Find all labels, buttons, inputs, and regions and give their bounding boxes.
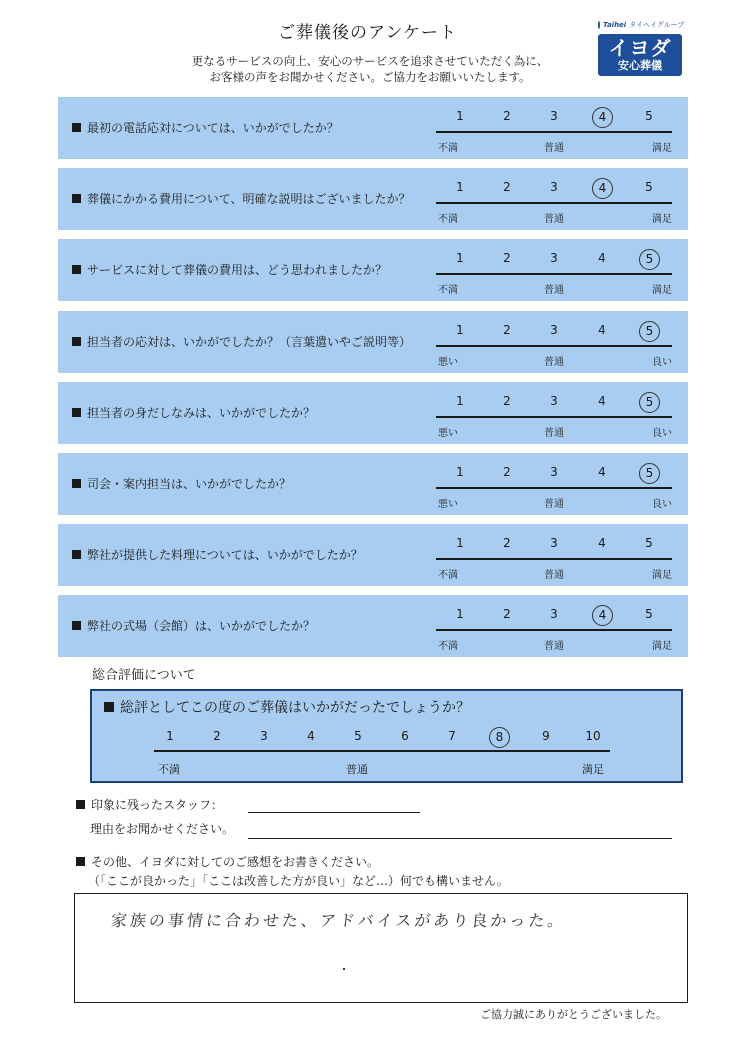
overall-rating-option[interactable]: 10 xyxy=(585,729,601,743)
intro-text: 更なるサービスの向上、安心のサービスを追求させていただく為に、 お客様の声をお聞かせください。ご協力をお願いいたします。 xyxy=(191,54,549,84)
rating-option[interactable]: 2 xyxy=(503,607,511,621)
rating-option[interactable]: 1 xyxy=(456,394,464,408)
scale-label-mid: 普通 xyxy=(544,214,564,225)
bullet-square-icon xyxy=(72,194,81,203)
rating-option[interactable]: 5 xyxy=(639,321,660,342)
rating-option[interactable]: 3 xyxy=(550,394,558,408)
rating-scale xyxy=(436,239,672,301)
comment-box[interactable] xyxy=(74,893,688,1003)
other-note: （「ここが良かった」「ここは改善した方が良い」など…）何でも構いません。 xyxy=(88,874,509,888)
scale-label-low: 不満 xyxy=(438,641,458,652)
bullet-square-icon xyxy=(72,265,81,274)
overall-rating-option[interactable]: 8 xyxy=(489,727,510,748)
scale-line xyxy=(436,487,672,489)
rating-option[interactable]: 4 xyxy=(598,251,606,265)
rating-option[interactable]: 3 xyxy=(550,465,558,479)
brand-logo xyxy=(598,20,685,76)
rating-option[interactable]: 3 xyxy=(550,109,558,123)
rating-option[interactable]: 2 xyxy=(503,465,511,479)
rating-option[interactable]: 2 xyxy=(503,536,511,550)
bullet-square-icon xyxy=(104,702,114,712)
scale-line xyxy=(436,273,672,275)
scale-line xyxy=(436,629,672,631)
overall-rating-option[interactable]: 5 xyxy=(354,729,362,743)
overall-scale-label-mid: 普通 xyxy=(346,763,368,776)
question-row xyxy=(58,311,688,373)
rating-option[interactable]: 5 xyxy=(645,607,653,621)
reason-answer-line[interactable] xyxy=(248,838,672,839)
bullet-square-icon xyxy=(72,621,81,630)
bullet-square-icon xyxy=(72,123,81,132)
bullet-square-icon xyxy=(72,337,81,346)
overall-rating-option[interactable]: 3 xyxy=(260,729,268,743)
rating-option[interactable]: 1 xyxy=(456,536,464,550)
rating-option[interactable]: 1 xyxy=(456,251,464,265)
scale-label-low: 悪い xyxy=(438,357,458,368)
scale-label-mid: 普通 xyxy=(544,143,564,154)
scale-label-high: 良い xyxy=(652,499,672,510)
question-text: 弊社が提供した料理については、いかがでしたか？ xyxy=(72,546,363,563)
scale-line xyxy=(436,416,672,418)
question-row xyxy=(58,595,688,657)
other-question: その他、イヨダに対してのご感想をお書きください。 xyxy=(76,853,379,870)
bullet-square-icon xyxy=(76,800,85,809)
overall-section-title: 総合評価について xyxy=(92,668,196,683)
overall-scale-label-high: 満足 xyxy=(582,763,604,776)
overall-scale-label-low: 不満 xyxy=(158,763,180,776)
rating-option[interactable]: 2 xyxy=(503,394,511,408)
rating-scale xyxy=(436,382,672,444)
rating-option[interactable]: 2 xyxy=(503,251,511,265)
rating-option[interactable]: 4 xyxy=(592,107,613,128)
reason-label: 理由をお聞かせください。 xyxy=(90,822,235,836)
bullet-square-icon xyxy=(72,408,81,417)
scale-line xyxy=(436,558,672,560)
rating-option[interactable]: 5 xyxy=(639,392,660,413)
rating-option[interactable]: 1 xyxy=(456,180,464,194)
scale-label-low: 不満 xyxy=(438,214,458,225)
scale-label-low: 不満 xyxy=(438,143,458,154)
rating-option[interactable]: 5 xyxy=(639,249,660,270)
staff-question: 印象に残ったスタッフ： xyxy=(76,796,223,813)
rating-option[interactable]: 3 xyxy=(550,536,558,550)
rating-option[interactable]: 5 xyxy=(645,109,653,123)
scale-label-mid: 普通 xyxy=(544,641,564,652)
bullet-square-icon xyxy=(72,479,81,488)
question-row xyxy=(58,239,688,301)
overall-rating-option[interactable]: 6 xyxy=(401,729,409,743)
scale-label-low: 不満 xyxy=(438,285,458,296)
rating-scale xyxy=(436,97,672,159)
rating-scale xyxy=(436,168,672,230)
question-text: 司会・案内担当は、いかがでしたか？ xyxy=(72,475,291,492)
rating-scale xyxy=(436,453,672,515)
rating-option[interactable]: 3 xyxy=(550,607,558,621)
question-row xyxy=(58,382,688,444)
overall-rating-option[interactable]: 9 xyxy=(542,729,550,743)
bullet-square-icon xyxy=(76,857,85,866)
rating-option[interactable]: 1 xyxy=(456,323,464,337)
brand-badge: イヨダ 安心葬儀 xyxy=(598,34,682,76)
question-text: 弊社の式場（会館）は、いかがでしたか？ xyxy=(72,617,315,634)
rating-option[interactable]: 1 xyxy=(456,607,464,621)
scale-label-low: 不満 xyxy=(438,570,458,581)
overall-rating-option[interactable]: 2 xyxy=(213,729,221,743)
question-text: 担当者の身だしなみは、いかがでしたか？ xyxy=(72,404,315,421)
scale-label-mid: 普通 xyxy=(544,570,564,581)
scale-label-high: 満足 xyxy=(652,285,672,296)
scale-label-mid: 普通 xyxy=(544,285,564,296)
rating-option[interactable]: 4 xyxy=(598,394,606,408)
scale-label-high: 満足 xyxy=(652,143,672,154)
overall-scale xyxy=(154,691,610,781)
scale-label-high: 良い xyxy=(652,428,672,439)
rating-option[interactable]: 4 xyxy=(598,465,606,479)
rating-scale xyxy=(436,595,672,657)
question-text: 最初の電話応対については、いかがでしたか？ xyxy=(72,119,339,136)
rating-option[interactable]: 3 xyxy=(550,251,558,265)
scale-label-high: 満足 xyxy=(652,214,672,225)
question-row xyxy=(58,97,688,159)
scale-label-high: 満足 xyxy=(652,641,672,652)
scale-label-mid: 普通 xyxy=(544,357,564,368)
overall-rating-option[interactable]: 4 xyxy=(307,729,315,743)
scale-line xyxy=(436,202,672,204)
rating-option[interactable]: 2 xyxy=(503,109,511,123)
overall-scale-line xyxy=(154,750,610,752)
overall-question: 総評としてこの度のご葬儀はいかがだったでしょうか？ xyxy=(104,697,470,717)
page-title: ご葬儀後のアンケート xyxy=(278,23,457,43)
handwritten-comment: 家族の事情に合わせた、アドバイスがあり良かった。 xyxy=(109,911,568,930)
bullet-square-icon xyxy=(72,550,81,559)
rating-option[interactable]: 2 xyxy=(503,323,511,337)
rating-option[interactable]: 5 xyxy=(645,536,653,550)
question-text: 担当者の応対は、いかがでしたか？（言葉遣いやご説明等） xyxy=(72,333,411,350)
brand-top-line: Taihei タイヘイグループ xyxy=(598,20,682,30)
scale-line xyxy=(436,345,672,347)
staff-answer-line[interactable] xyxy=(248,812,420,813)
question-row xyxy=(58,453,688,515)
rating-option[interactable]: 4 xyxy=(592,605,613,626)
overall-rating-box xyxy=(90,689,683,783)
rating-option[interactable]: 5 xyxy=(639,463,660,484)
rating-scale xyxy=(436,524,672,586)
question-row xyxy=(58,524,688,586)
scale-label-mid: 普通 xyxy=(544,428,564,439)
rating-option[interactable]: 4 xyxy=(598,536,606,550)
rating-option[interactable]: 4 xyxy=(592,178,613,199)
rating-option[interactable]: 3 xyxy=(550,180,558,194)
overall-rating-option[interactable]: 1 xyxy=(166,729,174,743)
scale-label-high: 良い xyxy=(652,357,672,368)
rating-option[interactable]: 1 xyxy=(456,109,464,123)
scale-label-low: 悪い xyxy=(438,499,458,510)
question-text: 葬儀にかかる費用について、明確な説明はございましたか？ xyxy=(72,190,411,207)
thanks-text: ご協力誠にありがとうございました。 xyxy=(480,1008,667,1021)
scale-label-high: 満足 xyxy=(652,570,672,581)
overall-rating-option[interactable]: 7 xyxy=(448,729,456,743)
scale-label-mid: 普通 xyxy=(544,499,564,510)
rating-option[interactable]: 1 xyxy=(456,465,464,479)
scale-line xyxy=(436,131,672,133)
rating-option[interactable]: 4 xyxy=(598,323,606,337)
scale-label-low: 悪い xyxy=(438,428,458,439)
question-text: サービスに対して葬儀の費用は、どう思われましたか？ xyxy=(72,261,387,278)
rating-scale xyxy=(436,311,672,373)
pen-mark xyxy=(343,968,345,970)
rating-option[interactable]: 3 xyxy=(550,323,558,337)
taihei-icon xyxy=(598,21,600,29)
question-row xyxy=(58,168,688,230)
rating-option[interactable]: 5 xyxy=(645,180,653,194)
rating-option[interactable]: 2 xyxy=(503,180,511,194)
